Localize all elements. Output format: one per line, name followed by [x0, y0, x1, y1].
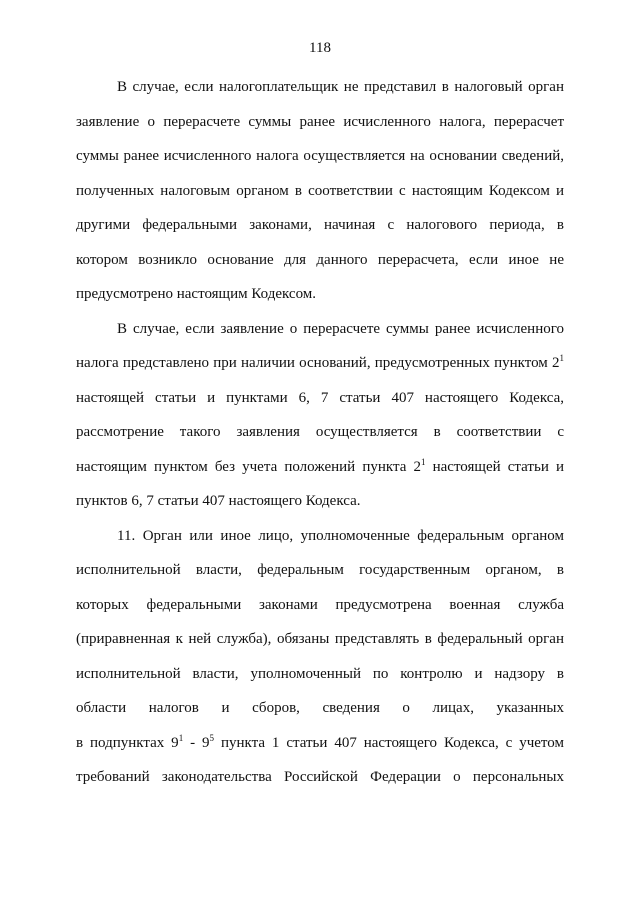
- line-text: рассмотрение такого заявления осуществляется в соответствии с: [76, 424, 564, 440]
- line-text: полученных налоговым органом в соответствии с настоящим Кодексом и: [76, 182, 564, 199]
- text-line: [76, 622, 564, 657]
- text-line: [76, 381, 564, 416]
- superscript: 1: [178, 732, 184, 743]
- text-line: [76, 553, 564, 588]
- line-text: (приравненная к ней служба), обязаны представлять в федеральный орган: [76, 631, 564, 647]
- document-body: [76, 70, 564, 795]
- text-line: [76, 139, 564, 174]
- paragraph: [76, 312, 564, 519]
- superscript: 5: [209, 732, 215, 743]
- line-text: исполнительной власти, уполномоченный по контролю и надзору в: [76, 665, 564, 682]
- line-text: исполнительной власти, федеральным государственным органом, в: [76, 562, 564, 578]
- line-text: пункта 1 статьи 407 настоящего Кодекса, с учетом: [214, 734, 564, 751]
- superscript: 1: [559, 353, 564, 363]
- text-line: [76, 726, 564, 761]
- text-line: [76, 243, 564, 278]
- line-text: предусмотрено настоящим Кодексом.: [76, 286, 317, 302]
- line-text: - 9: [183, 734, 210, 751]
- text-line: [76, 588, 564, 623]
- text-line: [76, 760, 564, 795]
- text-line: [76, 484, 564, 519]
- text-line: [76, 174, 564, 209]
- line-text: В случае, если заявление о перерасчете суммы ранее исчисленного: [117, 320, 564, 337]
- text-line: [76, 519, 564, 554]
- paragraph: [76, 70, 564, 312]
- page-number: 118: [309, 40, 331, 56]
- line-text: настоящей статьи и: [425, 458, 564, 475]
- line-text: требований законодательства Российской Федерации о персональных: [76, 769, 564, 785]
- text-line: [76, 105, 564, 140]
- text-line: [76, 208, 564, 243]
- line-text: В случае, если налогоплательщик не представил в налоговый орган: [117, 79, 564, 95]
- line-text: настоящей статьи и пунктами 6, 7 статьи 407 настоящего Кодекса,: [76, 389, 564, 406]
- line-text: которых федеральными законами предусмотрена военная служба: [76, 596, 564, 613]
- text-line: [76, 415, 564, 450]
- line-text: суммы ранее исчисленного налога осуществляется на основании сведений,: [76, 148, 564, 164]
- text-line: [76, 312, 564, 347]
- line-text: настоящим пунктом без учета положений пункта 2: [76, 458, 421, 475]
- superscript: 1: [420, 456, 426, 467]
- text-line: [76, 346, 564, 381]
- line-text: 11. Орган или иное лицо, уполномоченные федеральным органом: [117, 527, 564, 544]
- line-text: налога представлено при наличии оснований, предусмотренных пунктом 2: [76, 355, 560, 371]
- text-line: [76, 70, 564, 105]
- line-text: пунктов 6, 7 статьи 407 настоящего Кодекса.: [76, 493, 361, 509]
- line-text: в подпунктах 9: [76, 734, 179, 751]
- line-text: области налогов и сборов, сведения о лицах, указанных: [76, 700, 564, 716]
- text-line: [76, 450, 564, 485]
- text-line: [76, 277, 564, 312]
- text-line: [76, 657, 564, 692]
- line-text: другими федеральными законами, начиная с налогового периода, в: [76, 217, 564, 233]
- line-text: котором возникло основание для данного перерасчета, если иное не: [76, 251, 564, 268]
- text-line: [76, 691, 564, 726]
- paragraph: [76, 519, 564, 795]
- line-text: заявление о перерасчете суммы ранее исчисленного налога, перерасчет: [76, 113, 564, 130]
